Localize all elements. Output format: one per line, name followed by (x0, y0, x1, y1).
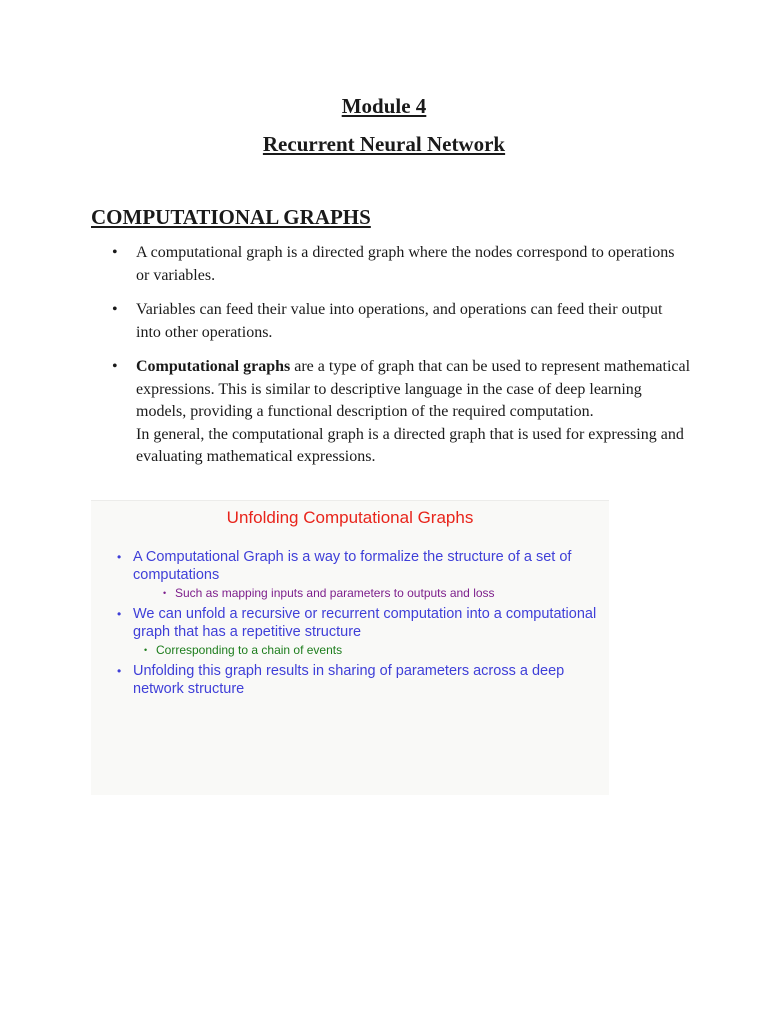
slide-bullet (91, 605, 609, 641)
bullet-dot-icon: • (117, 607, 122, 621)
slide-sub-bullet (91, 642, 609, 659)
bullet-dot-icon: • (112, 358, 118, 375)
slide-title: Unfolding Computational Graphs (226, 508, 474, 527)
bullet-text: are a type of graph that can be used to represent mathematical expressions. This is similar to descriptive language in the case of deep learning models, providing a functional description of the required computation. (136, 358, 691, 420)
bullet-dot-icon: • (144, 645, 148, 655)
bullet-text: A computational graph is a directed graph where the nodes correspond to operations or variables. (136, 244, 675, 284)
topic-title: Recurrent Neural Network (262, 132, 506, 156)
slide-bullet-list (91, 548, 609, 698)
module-title: Module 4 (341, 94, 427, 118)
slide-sub-bullet (91, 585, 609, 602)
bullet-text: Variables can feed their value into operations, and operations can feed their output into other operations. (136, 301, 663, 341)
slide-sub-bullet-text: Such as mapping inputs and parameters to outputs and loss (175, 586, 495, 600)
slide-bullet-text: We can unfold a recursive or recurrent computation into a computational graph that has a repetitive structure (133, 606, 597, 640)
bullet-dot-icon: • (112, 301, 118, 318)
slide-bullet-text: Unfolding this graph results in sharing of parameters across a deep network structure (133, 663, 565, 697)
bullet-extra-text: In general, the computational graph is a directed graph that is used for expressing and evaluating mathematical expressions. (136, 425, 684, 465)
bullet-dot-icon: • (117, 664, 122, 678)
list-item (91, 242, 691, 287)
slide-sub-bullet-text: Corresponding to a chain of events (156, 643, 343, 657)
slide-bullet (91, 548, 609, 584)
section-heading: COMPUTATIONAL GRAPHS (91, 205, 371, 229)
slide-image (91, 500, 609, 795)
bullet-list (91, 242, 691, 481)
slide-bullet-text: A Computational Graph is a way to formalize the structure of a set of computations (133, 549, 572, 583)
slide-bullet (91, 662, 609, 698)
bullet-bold-term: Computational graphs (136, 358, 291, 375)
list-item (91, 356, 691, 469)
bullet-dot-icon: • (112, 244, 118, 261)
list-item (91, 299, 691, 344)
bullet-dot-icon: • (163, 588, 167, 598)
bullet-dot-icon: • (117, 550, 122, 564)
